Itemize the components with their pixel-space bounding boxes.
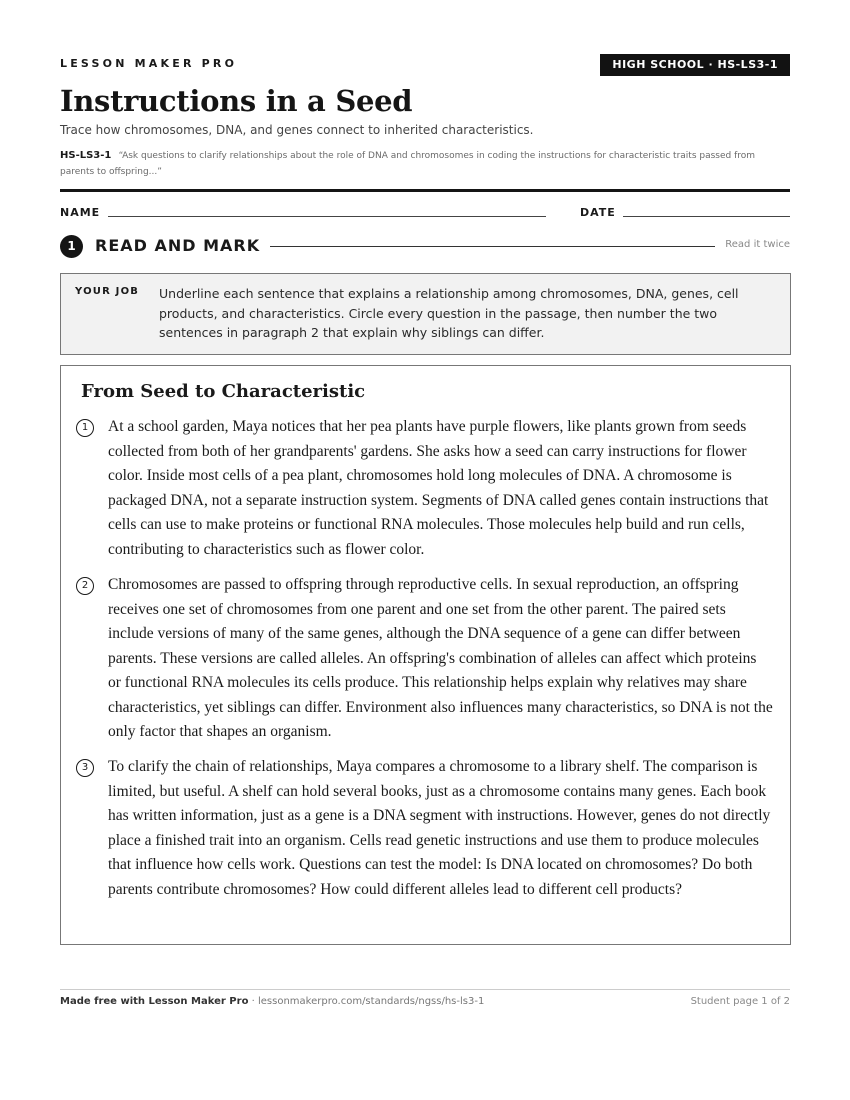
passage-paragraph: At a school garden, Maya notices that her pea plants have purple flowers, like plants grown from seeds collected from both of her grandparents' gardens. She asks how a seed can carry instructions for flower color. Inside most cells of a pea plant, chromosomes hold long molecules of DNA. A chromosome is packaged DNA, not a separate instruction system. Segments of DNA called genes contain instructions that cells can use to make proteins or functional RNA molecules. Those molecules help build and run cells, contributing to characteristics such as flower color. [108, 418, 769, 558]
passage-title: From Seed to Characteristic [81, 381, 366, 402]
passage-paragraph: Chromosomes are passed to offspring through reproductive cells. In sexual reproduction, an offspring receives one set of chromosomes from one parent and one set from the other parent. The paired sets include versions of many of the same genes, although the DNA sequence of a gene can differ between parents. These versions are called alleles. An offspring's combination of alleles can affect which proteins or functional RNA molecules its cells produce. This relationship helps explain why relatives may share characteristics, yet siblings can differ. Environment also influences many characteristics, so DNA is not the only factor that shapes an organism. [108, 576, 773, 740]
date-label: DATE [580, 206, 616, 219]
reading-passage [60, 365, 791, 945]
instructions-box [60, 273, 791, 355]
section-number-badge: 1 [60, 235, 83, 258]
footer-credit [60, 996, 484, 1007]
section-note: Read it twice [725, 239, 790, 250]
section-divider [270, 246, 715, 247]
standard-code: HS-LS3-1 [60, 150, 112, 161]
footer-divider [60, 989, 790, 990]
grade-level-badge: HIGH SCHOOL · HS-LS3-1 [600, 54, 790, 76]
name-field[interactable] [108, 216, 546, 217]
date-field[interactable] [623, 216, 790, 217]
instructions-text: Underline each sentence that explains a relationship among chromosomes, DNA, genes, cell products, and characteristics. Circle every question in the passage, then number the two sentences in paragraph 2 that explain why siblings can differ. [159, 286, 739, 340]
paragraph-number: 2 [76, 577, 94, 595]
paragraph-number: 3 [76, 759, 94, 777]
page-title: Instructions in a Seed [60, 84, 413, 118]
page-indicator: Student page 1 of 2 [690, 996, 790, 1007]
standard-quote: “Ask questions to clarify relationships about the role of DNA and chromosomes in coding the instructions for characteristic traits passed from parents to offspring...” [60, 151, 756, 177]
header-divider [60, 189, 790, 192]
footer-made-with: Made free with Lesson Maker Pro [60, 996, 249, 1007]
standard-statement [60, 148, 790, 180]
name-label: NAME [60, 206, 101, 219]
brand-name: LESSON MAKER PRO [60, 57, 238, 70]
paragraph-number: 1 [76, 419, 94, 437]
passage-paragraph: To clarify the chain of relationships, Maya compares a chromosome to a library shelf. The comparison is limited, but useful. A shelf can hold several books, just as a chromosome contains many genes. Each book has written information, just as a gene is a DNA segment with instructions. However, genes do not directly place a finished trait into an organism. Cells read genetic instructions and use them to produce molecules that influence how cells work. Questions can test the model: Is DNA located on chromosomes? Do both parents contribute chromosomes? How could different alleles lead to different cell products? [108, 758, 771, 898]
footer-url[interactable]: · lessonmakerpro.com/standards/ngss/hs-ls3-1 [248, 996, 485, 1007]
instructions-label: YOUR JOB [75, 286, 140, 297]
page-subtitle: Trace how chromosomes, DNA, and genes connect to inherited characteristics. [60, 123, 534, 137]
section-title: READ AND MARK [95, 236, 261, 255]
